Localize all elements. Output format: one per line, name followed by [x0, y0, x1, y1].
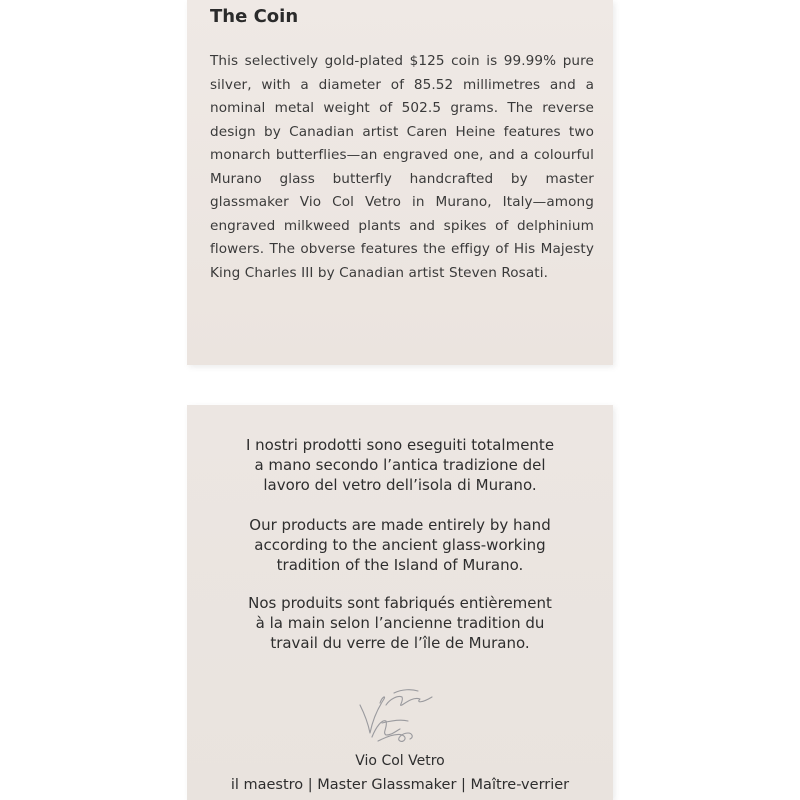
english-line: according to the ancient glass-working — [254, 536, 546, 554]
french-line: travail du verre de l’île de Murano. — [270, 634, 530, 652]
french-statement — [187, 593, 613, 653]
italian-line: lavoro del vetro dell’isola di Murano. — [263, 476, 537, 494]
coin-card-description: This selectively gold-plated $125 coin is 99.99% pure silver, with a diameter of 85.52 millimetres and a nominal metal weight of 502.5 grams. The reverse design by Canadian artist Caren Heine features two monarch butterflies—an engraved one, and a colourful Murano glass butterfly handcrafted by master glassmaker Vio Col Vetro in Murano, Italy—among engraved milkweed plants and spikes of delphinium flowers. The obverse features the effigy of His Majesty King Charles III by Canadian artist Steven Rosati. — [210, 53, 594, 281]
french-line: à la main selon l’ancienne tradition du — [255, 614, 545, 632]
french-line: Nos produits sont fabriqués entièrement — [248, 594, 552, 612]
english-line: tradition of the Island of Murano. — [276, 556, 524, 574]
glassmaker-card — [187, 405, 613, 800]
italian-statement — [187, 435, 613, 495]
english-statement — [187, 515, 613, 575]
english-line: Our products are made entirely by hand — [249, 516, 551, 534]
glassmaker-title: il maestro | Master Glassmaker | Maître-verrier — [230, 777, 570, 793]
coin-info-card — [187, 0, 613, 365]
signature-icon — [342, 675, 462, 755]
coin-card-title: The Coin — [210, 6, 299, 27]
italian-line: a mano secondo l’antica tradizione del — [254, 456, 546, 474]
glassmaker-name: Vio Col Vetro — [355, 753, 445, 769]
italian-line: I nostri prodotti sono eseguiti totalmente — [245, 436, 555, 454]
